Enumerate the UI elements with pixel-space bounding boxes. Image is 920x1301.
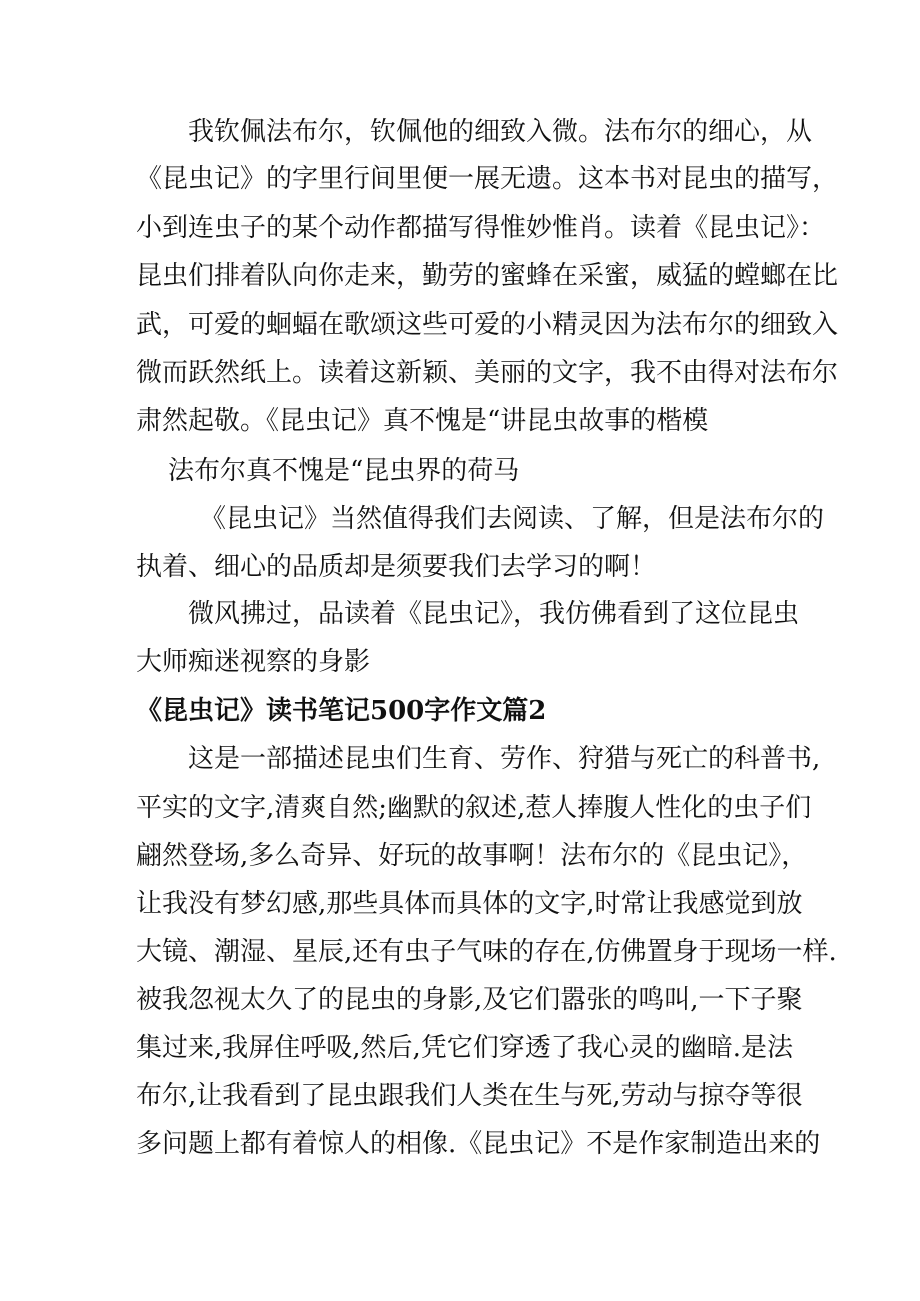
- text-line: 平实的文字,清爽自然;幽默的叙述,惹人捧腹人性化的虫子们: [136, 793, 812, 823]
- text-line: 多问题上都有着惊人的相像.《昆虫记》不是作家制造出来的: [136, 1129, 821, 1159]
- text-line: 法布尔真不愧是“昆虫界的荷马: [168, 456, 520, 486]
- text-line: 集过来,我屏住呼吸,然后,凭它们穿透了我心灵的幽暗.是法: [136, 1033, 794, 1063]
- text-line: 微风拂过，品读着《昆虫记》，我仿佛看到了这位昆虫: [188, 599, 800, 629]
- section-title: 《昆虫记》读书笔记500字作文篇2: [136, 696, 547, 726]
- text-line: 布尔,让我看到了昆虫跟我们人类在生与死,劳动与掠夺等很: [136, 1081, 803, 1111]
- text-line: 大镜、潮湿、星辰,还有虫子气味的存在,仿佛置身于现场一样.: [136, 937, 837, 967]
- text-line: 《昆虫记》当然值得我们去阅读、了解，但是法布尔的: [200, 504, 825, 534]
- text-line: 肃然起敬。《昆虫记》真不愧是“讲昆虫故事的楷模: [136, 406, 709, 436]
- text-line: 执着、细心的品质却是须要我们去学习的啊！: [136, 552, 657, 582]
- text-line: 翩然登场,多么奇异、好玩的故事啊！法布尔的《昆虫记》，: [136, 841, 808, 871]
- text-line: 被我忽视太久了的昆虫的身影,及它们嚣张的鸣叫,一下子聚: [136, 985, 803, 1015]
- text-line: 《昆虫记》的字里行间里便一展无遗。这本书对昆虫的描写，: [136, 164, 839, 194]
- text-line: 微而跃然纸上。读着这新颖、美丽的文字，我不由得对法布尔: [136, 358, 839, 388]
- text-line: 大师痴迷视察的身影: [136, 647, 371, 677]
- text-line: 让我没有梦幻感,那些具体而具体的文字,时常让我感觉到放: [136, 889, 803, 919]
- text-line: 昆虫们排着队向你走来，勤劳的蜜蜂在采蜜，威猛的螳螂在比: [136, 261, 839, 291]
- text-line: 小到连虫子的某个动作都描写得惟妙惟肖。读着《昆虫记》：: [136, 213, 826, 243]
- text-line: 这是一部描述昆虫们生育、劳作、狩猎与死亡的科普书,: [188, 744, 821, 774]
- text-line: 武，可爱的蛔蝠在歌颂这些可爱的小精灵因为法布尔的细致入: [136, 310, 839, 340]
- text-line: 我钦佩法布尔，钦佩他的细致入微。法布尔的细心，从: [188, 117, 813, 147]
